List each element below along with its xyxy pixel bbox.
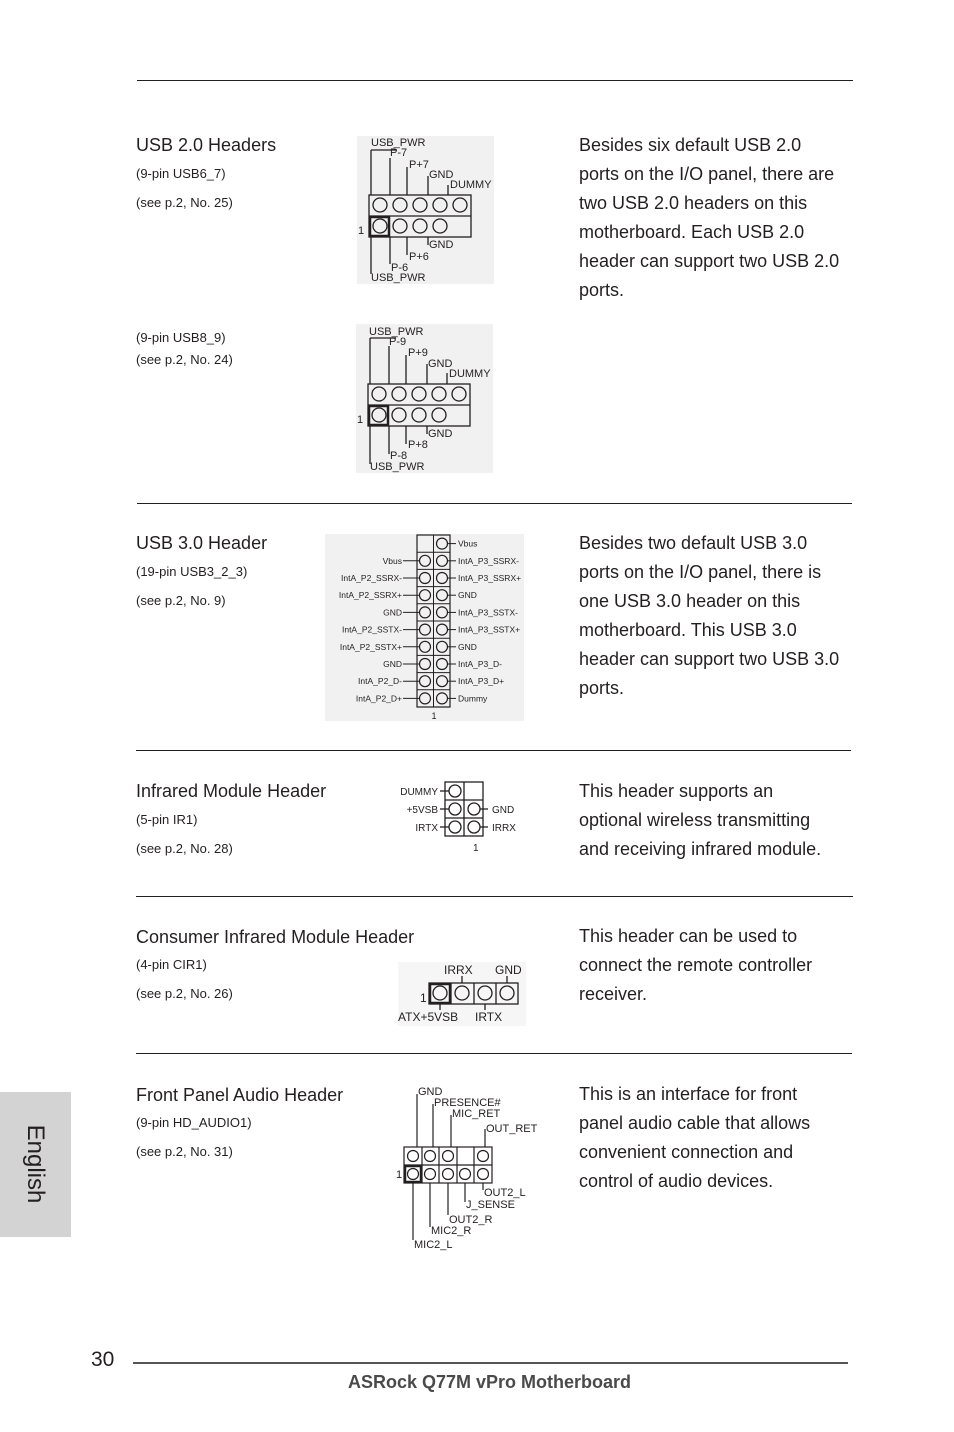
pin-label: GND — [492, 805, 515, 816]
pin-label: IntA_P3_SSRX- — [458, 555, 519, 566]
usb3-page-ref: (see p.2, No. 9) — [136, 593, 226, 608]
pin — [437, 693, 448, 704]
pin-label: P-8 — [390, 450, 408, 462]
section-rule — [136, 896, 853, 897]
pin-label: ATX+5VSB — [398, 1010, 459, 1024]
pin — [420, 573, 431, 584]
pin-label: +5VSB — [406, 805, 438, 816]
pin-label: IntA_P2_SSTX- — [341, 624, 402, 635]
pin — [420, 590, 431, 601]
pin-label: GND — [428, 358, 453, 370]
pin-label: USB_PWR — [371, 272, 426, 284]
pin-label: P+9 — [408, 347, 428, 359]
cir-title: Consumer Infrared Module Header — [136, 927, 415, 947]
usb2-pin-info: (9-pin USB6_7) — [136, 166, 226, 181]
audio-pin-diagram — [395, 1082, 540, 1254]
ir-page-ref: (see p.2, No. 28) — [136, 841, 233, 856]
pin-label: P+7 — [409, 159, 429, 171]
pin-label: USB_PWR — [370, 461, 425, 473]
pin-label: GND — [428, 428, 453, 440]
pin-label: MIC2_R — [431, 1225, 472, 1237]
section-rule — [136, 1053, 852, 1054]
pin-label: IRTX — [475, 1010, 503, 1024]
pin-label: J_SENSE — [466, 1199, 515, 1211]
pin-label: GND — [383, 659, 402, 669]
pin — [437, 676, 448, 687]
pin-label: GND — [458, 590, 477, 601]
pin — [420, 624, 431, 635]
pin-label: GND — [429, 169, 454, 181]
ir-pin-info: (5-pin IR1) — [136, 812, 198, 827]
pin-label: IntA_P2_SSRX- — [341, 573, 402, 583]
ir-pin-diagram — [392, 780, 524, 856]
language-label: English — [22, 1124, 49, 1204]
pin-label: P-7 — [390, 147, 408, 159]
pin-label: USB_PWR — [371, 137, 426, 149]
pin-label: OUT2_L — [484, 1187, 526, 1199]
audio-page-ref: (see p.2, No. 31) — [136, 1144, 233, 1159]
pin-label: P+8 — [408, 439, 428, 451]
footer-rule — [133, 1362, 848, 1364]
product-name: ASRock Q77M vPro Motherboard — [348, 1372, 632, 1392]
cir-pin-diagram — [398, 962, 526, 1026]
pin-label: GND — [495, 963, 522, 977]
pin-label: USB_PWR — [369, 326, 424, 338]
usb2-pin-info-2: (9-pin USB8_9) — [136, 330, 226, 345]
pin-label: IntA_P2_D- — [358, 676, 402, 687]
pin — [420, 693, 431, 704]
pin-label: MIC_RET — [452, 1108, 501, 1120]
pin — [420, 607, 431, 618]
pin-one-marker: 1 — [431, 711, 437, 721]
pin-label: OUT_RET — [486, 1123, 538, 1135]
pin-label: Dummy — [458, 693, 488, 704]
pin-label: GND — [458, 641, 477, 652]
pin-label: IntA_P2_D+ — [355, 693, 402, 704]
language-tab — [0, 1092, 71, 1237]
pin-one-marker: 1 — [358, 225, 365, 237]
usb2-page-ref-2: (see p.2, No. 24) — [136, 352, 233, 367]
pin-label: GND — [383, 607, 402, 618]
page-number: 30 — [91, 1348, 115, 1371]
section-rule — [137, 503, 852, 504]
pin-label: Vbus — [382, 555, 402, 566]
pin-one-marker: 1 — [420, 991, 427, 1005]
pin — [437, 607, 448, 618]
usb2-page-ref: (see p.2, No. 25) — [136, 195, 233, 210]
pin-label: PRESENCE# — [434, 1097, 501, 1109]
audio-title: Front Panel Audio Header — [136, 1085, 344, 1105]
pin-label: IntA_P3_SSRX+ — [458, 573, 522, 583]
cir-page-ref: (see p.2, No. 26) — [136, 986, 233, 1001]
pin — [437, 573, 448, 584]
pin — [437, 555, 448, 566]
pin-label: GND — [418, 1086, 443, 1098]
pin-label: P+6 — [409, 251, 429, 263]
pin-label: IRRX — [444, 963, 473, 977]
top-rule — [137, 80, 853, 81]
section-rule — [136, 750, 851, 751]
pin-label: P-9 — [389, 336, 407, 348]
pin-label: IntA_P3_SSTX- — [458, 607, 519, 618]
pin-label: IntA_P3_SSTX+ — [458, 624, 521, 635]
usb3-pin-diagram — [325, 534, 524, 721]
pin-label: IntA_P2_SSRX+ — [338, 590, 402, 601]
pin-label: IntA_P3_D- — [458, 659, 502, 669]
pin-label: DUMMY — [449, 368, 491, 380]
pin — [437, 624, 448, 635]
pin-one-marker: 1 — [396, 1169, 403, 1181]
pin — [437, 538, 448, 549]
pin-label: MIC2_L — [414, 1239, 453, 1251]
pin-label: IntA_P2_SSTX+ — [339, 641, 402, 652]
pin — [420, 676, 431, 687]
pin-label: Vbus — [458, 538, 478, 549]
pin-label: GND — [429, 239, 454, 251]
pin — [420, 659, 431, 670]
pin — [437, 590, 448, 601]
usb8-9-pin-diagram — [356, 324, 493, 473]
cir-description: This header can be used to connect the remote controller receiver. — [579, 926, 813, 1004]
usb2-title: USB 2.0 Headers — [136, 135, 277, 155]
audio-description: This is an interface for front panel audio cable that allows convenient connection and control of audio devices. — [579, 1084, 811, 1191]
cir-pin-info: (4-pin CIR1) — [136, 957, 207, 972]
pin — [420, 641, 431, 652]
pin-one-marker: 1 — [357, 414, 364, 426]
pin — [437, 641, 448, 652]
usb3-description: Besides two default USB 3.0 ports on the I/O panel, there is one USB 3.0 header on this motherboard. This USB 3.0 header can support two USB 3.0 ports. — [579, 533, 840, 698]
ir-description: This header supports an optional wireless transmitting and receiving infrared module. — [579, 781, 822, 859]
usb3-pin-info: (19-pin USB3_2_3) — [136, 564, 248, 579]
pin-label: IRRX — [492, 823, 516, 834]
usb3-title: USB 3.0 Header — [136, 533, 268, 553]
pin-label: DUMMY — [450, 179, 492, 191]
audio-pin-info: (9-pin HD_AUDIO1) — [136, 1115, 252, 1130]
pin — [420, 555, 431, 566]
ir-title: Infrared Module Header — [136, 781, 327, 801]
usb6-7-pin-diagram — [357, 136, 494, 284]
pin-label: IntA_P3_D+ — [458, 676, 505, 687]
pin-label: IRTX — [415, 823, 438, 834]
pin-one-marker: 1 — [473, 843, 479, 854]
pin-label: P-6 — [391, 262, 409, 274]
usb2-description: Besides six default USB 2.0 ports on the I/O panel, there are two USB 2.0 headers on this motherboard. Each USB 2.0 header can support two USB 2.0 ports. — [579, 135, 840, 300]
pin — [437, 659, 448, 670]
pin-label: OUT2_R — [449, 1214, 493, 1226]
pin-label: DUMMY — [400, 787, 438, 798]
